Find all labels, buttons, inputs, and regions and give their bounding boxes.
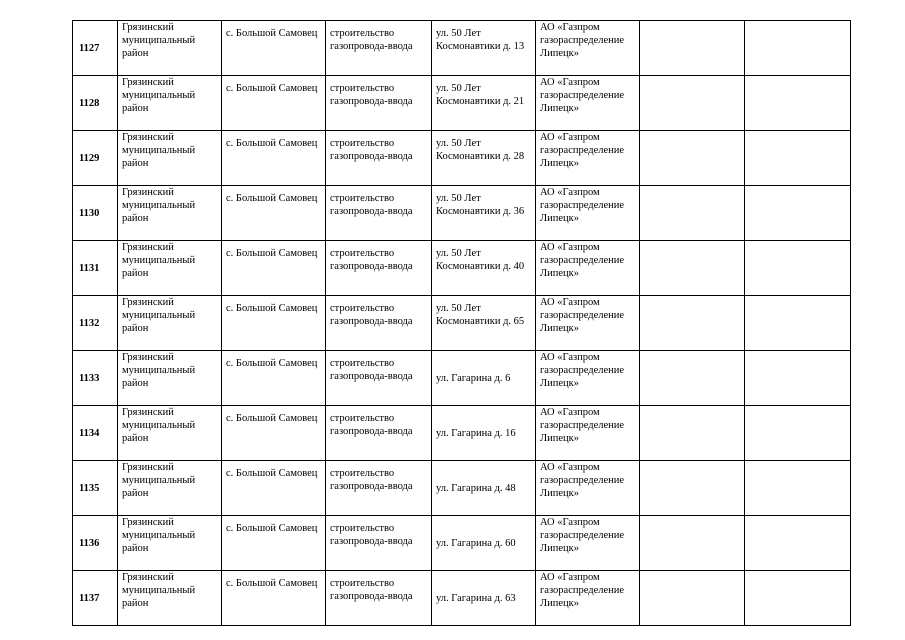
row-number: 1129 [73,131,118,186]
row-number: 1131 [73,241,118,296]
organization-cell: АО «Газпром газораспределение Липецк» [536,461,640,516]
empty-cell-1 [640,131,745,186]
table-row [73,241,851,296]
address-cell: ул. 50 Лет Космонавтики д. 21 [432,76,536,131]
empty-cell-2 [745,241,851,296]
row-number: 1136 [73,516,118,571]
row-number: 1128 [73,76,118,131]
empty-cell-1 [640,186,745,241]
row-number: 1134 [73,406,118,461]
organization-cell: АО «Газпром газораспределение Липецк» [536,406,640,461]
empty-cell-2 [745,76,851,131]
organization-cell: АО «Газпром газораспределение Липецк» [536,296,640,351]
table-row [73,131,851,186]
empty-cell-2 [745,131,851,186]
locality-cell: с. Большой Самовец [222,186,326,241]
table-row [73,571,851,626]
district-cell: Грязинский муниципальный район [118,461,222,516]
empty-cell-2 [745,21,851,76]
organization-cell: АО «Газпром газораспределение Липецк» [536,186,640,241]
organization-cell: АО «Газпром газораспределение Липецк» [536,21,640,76]
empty-cell-1 [640,461,745,516]
table-row [73,186,851,241]
locality-cell: с. Большой Самовец [222,516,326,571]
empty-cell-2 [745,296,851,351]
locality-cell: с. Большой Самовец [222,76,326,131]
work-type-cell: строительство газопровода-ввода [326,406,432,461]
work-type-cell: строительство газопровода-ввода [326,571,432,626]
empty-cell-1 [640,76,745,131]
empty-cell-1 [640,351,745,406]
table-row [73,76,851,131]
locality-cell: с. Большой Самовец [222,351,326,406]
district-cell: Грязинский муниципальный район [118,296,222,351]
empty-cell-1 [640,516,745,571]
table-row [73,406,851,461]
work-type-cell: строительство газопровода-ввода [326,296,432,351]
organization-cell: АО «Газпром газораспределение Липецк» [536,516,640,571]
address-cell: ул. Гагарина д. 60 [432,516,536,571]
district-cell: Грязинский муниципальный район [118,186,222,241]
work-type-cell: строительство газопровода-ввода [326,461,432,516]
table-row [73,516,851,571]
locality-cell: с. Большой Самовец [222,406,326,461]
empty-cell-2 [745,186,851,241]
row-number: 1130 [73,186,118,241]
work-type-cell: строительство газопровода-ввода [326,131,432,186]
locality-cell: с. Большой Самовец [222,296,326,351]
organization-cell: АО «Газпром газораспределение Липецк» [536,76,640,131]
empty-cell-2 [745,461,851,516]
district-cell: Грязинский муниципальный район [118,516,222,571]
empty-cell-1 [640,406,745,461]
address-cell: ул. 50 Лет Космонавтики д. 36 [432,186,536,241]
work-type-cell: строительство газопровода-ввода [326,516,432,571]
table-row [73,461,851,516]
address-cell: ул. 50 Лет Космонавтики д. 40 [432,241,536,296]
table-row [73,21,851,76]
district-cell: Грязинский муниципальный район [118,351,222,406]
work-type-cell: строительство газопровода-ввода [326,241,432,296]
address-cell: ул. Гагарина д. 6 [432,351,536,406]
locality-cell: с. Большой Самовец [222,241,326,296]
empty-cell-1 [640,571,745,626]
table-row [73,296,851,351]
address-cell: ул. Гагарина д. 16 [432,406,536,461]
empty-cell-2 [745,516,851,571]
locality-cell: с. Большой Самовец [222,571,326,626]
empty-cell-2 [745,406,851,461]
empty-cell-1 [640,241,745,296]
row-number: 1135 [73,461,118,516]
work-type-cell: строительство газопровода-ввода [326,351,432,406]
organization-cell: АО «Газпром газораспределение Липецк» [536,241,640,296]
address-cell: ул. 50 Лет Космонавтики д. 28 [432,131,536,186]
work-type-cell: строительство газопровода-ввода [326,76,432,131]
empty-cell-2 [745,351,851,406]
district-cell: Грязинский муниципальный район [118,131,222,186]
locality-cell: с. Большой Самовец [222,461,326,516]
row-number: 1133 [73,351,118,406]
work-type-cell: строительство газопровода-ввода [326,21,432,76]
empty-cell-1 [640,296,745,351]
address-cell: ул. Гагарина д. 48 [432,461,536,516]
table-body [73,21,851,626]
address-cell: ул. 50 Лет Космонавтики д. 13 [432,21,536,76]
row-number: 1132 [73,296,118,351]
district-cell: Грязинский муниципальный район [118,406,222,461]
row-number: 1137 [73,571,118,626]
locality-cell: с. Большой Самовец [222,21,326,76]
organization-cell: АО «Газпром газораспределение Липецк» [536,571,640,626]
district-cell: Грязинский муниципальный район [118,571,222,626]
gas-pipeline-table [72,20,851,626]
table-row [73,351,851,406]
row-number: 1127 [73,21,118,76]
empty-cell-2 [745,571,851,626]
district-cell: Грязинский муниципальный район [118,241,222,296]
district-cell: Грязинский муниципальный район [118,21,222,76]
organization-cell: АО «Газпром газораспределение Липецк» [536,351,640,406]
empty-cell-1 [640,21,745,76]
work-type-cell: строительство газопровода-ввода [326,186,432,241]
address-cell: ул. 50 Лет Космонавтики д. 65 [432,296,536,351]
locality-cell: с. Большой Самовец [222,131,326,186]
address-cell: ул. Гагарина д. 63 [432,571,536,626]
organization-cell: АО «Газпром газораспределение Липецк» [536,131,640,186]
district-cell: Грязинский муниципальный район [118,76,222,131]
